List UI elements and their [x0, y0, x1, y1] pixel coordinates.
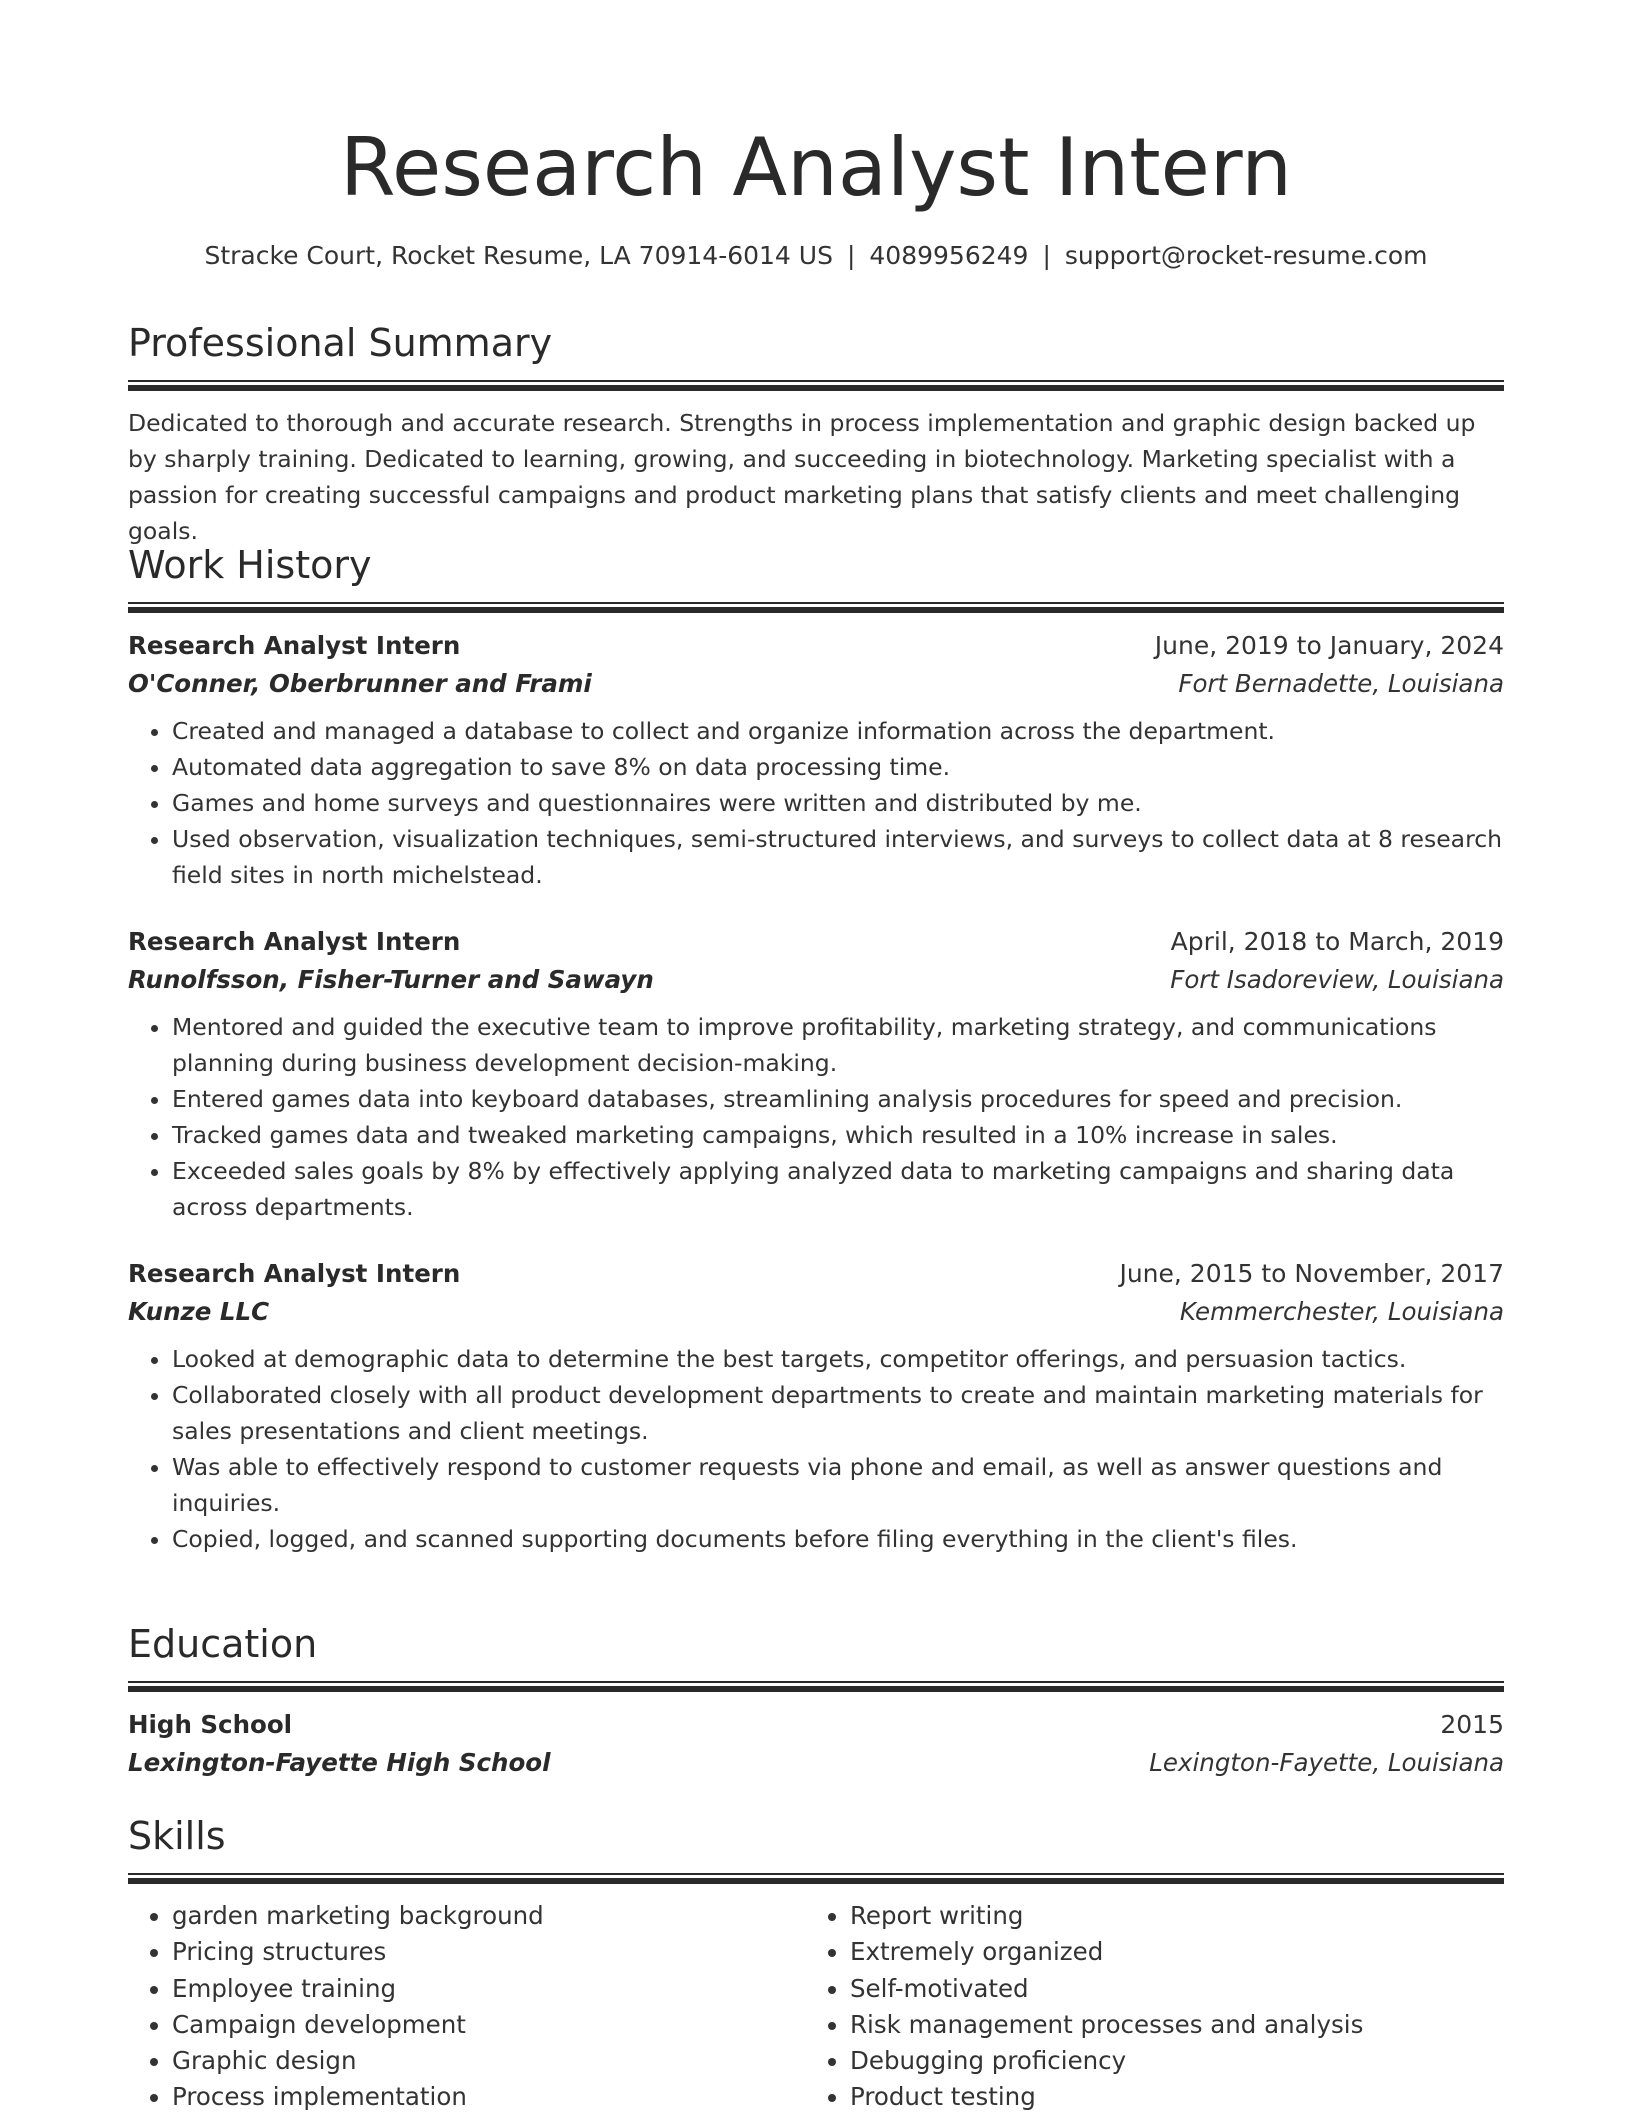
job-header-row [128, 1255, 1504, 1293]
list-item: • Used observation, visualization techniques, semi-structured interviews, and surveys to collect data at 8 research field sites in north michelstead. [172, 821, 1504, 893]
section-divider [128, 1681, 1504, 1692]
job-dates: June, 2019 to January, 2024 [1154, 631, 1504, 660]
skills-list-right [806, 1898, 1484, 2116]
job-company-row [128, 961, 1504, 999]
job-location: Kemmerchester, Louisiana [1179, 1297, 1504, 1326]
list-item: • Process implementation [172, 2079, 806, 2115]
job-entry [128, 923, 1504, 1225]
section-divider [128, 380, 1504, 391]
list-item: • Tracked games data and tweaked marketing campaigns, which resulted in a 10% increase in sales. [172, 1117, 1504, 1153]
list-item: • Pricing structures [172, 1934, 806, 1970]
skills-grid [128, 1898, 1504, 2116]
list-item: • Created and managed a database to collect and organize information across the department. [172, 713, 1504, 749]
education-location: Lexington-Fayette, Louisiana [1149, 1748, 1504, 1777]
list-item: • Collaborated closely with all product development departments to create and maintain marketing materials for sales presentations and client meetings. [172, 1377, 1504, 1449]
summary-text: Dedicated to thorough and accurate research. Strengths in process implementation and graphic design backed up by sharply training. Dedicated to learning, growing, and succeeding in biotechnology. Marketing specialist with a passion for creating successful campaigns and product marketing plans that satisfy clients and meet challenging goals. [128, 409, 1476, 545]
job-title: Research Analyst Intern [128, 927, 461, 956]
list-item: • Campaign development [172, 2007, 806, 2043]
summary-section [128, 318, 1504, 549]
contact-separator: | [846, 241, 856, 270]
job-dates: April, 2018 to March, 2019 [1170, 927, 1504, 956]
list-item: • Employee training [172, 1971, 806, 2007]
job-location: Fort Bernadette, Louisiana [1178, 669, 1504, 698]
list-item: • Report writing [850, 1898, 1484, 1934]
list-item: • Looked at demographic data to determine the best targets, competitor offerings, and persuasion tactics. [172, 1341, 1504, 1377]
education-section [128, 1619, 1504, 1782]
contact-address: Stracke Court, Rocket Resume, LA 70914-6014 US [204, 241, 833, 270]
list-item: • Entered games data into keyboard databases, streamlining analysis procedures for speed and precision. [172, 1081, 1504, 1117]
section-divider [128, 602, 1504, 613]
list-item: • Product testing [850, 2079, 1484, 2115]
job-entry [128, 627, 1504, 893]
education-degree: High School [128, 1710, 293, 1739]
list-item: • Exceeded sales goals by 8% by effectively applying analyzed data to marketing campaigns and sharing data across departments. [172, 1153, 1504, 1225]
education-school: Lexington-Fayette High School [128, 1748, 551, 1777]
job-bullet-list [128, 713, 1504, 893]
contact-email: support@rocket-resume.com [1064, 241, 1428, 270]
job-company: Kunze LLC [128, 1297, 270, 1326]
list-item: • Automated data aggregation to save 8% on data processing time. [172, 749, 1504, 785]
list-item: • Self-motivated [850, 1971, 1484, 2007]
job-bullet-list [128, 1341, 1504, 1557]
section-divider [128, 1873, 1504, 1884]
contact-separator: | [1042, 241, 1051, 270]
job-bullet-list [128, 1009, 1504, 1225]
list-item: • Debugging proficiency [850, 2043, 1484, 2079]
list-item: • Extremely organized [850, 1934, 1484, 1970]
job-company: Runolfsson, Fisher-Turner and Sawayn [128, 965, 654, 994]
job-title: Research Analyst Intern [128, 1259, 461, 1288]
job-header-row [128, 923, 1504, 961]
skills-section [128, 1811, 1504, 2116]
contact-line [128, 238, 1504, 274]
education-header-row [128, 1706, 1504, 1744]
job-company-row [128, 1293, 1504, 1331]
list-item: • garden marketing background [172, 1898, 806, 1934]
skills-list-left [128, 1898, 806, 2116]
section-title-education: Education [128, 1622, 318, 1666]
job-title: Research Analyst Intern [128, 631, 461, 660]
work-history-section [128, 540, 1504, 1557]
job-company-row [128, 665, 1504, 703]
job-dates: June, 2015 to November, 2017 [1119, 1259, 1504, 1288]
education-entry [128, 1706, 1504, 1782]
list-item: • Was able to effectively respond to customer requests via phone and email, as well as answer questions and inquiries. [172, 1449, 1504, 1521]
education-school-row [128, 1744, 1504, 1782]
list-item: • Graphic design [172, 2043, 806, 2079]
section-title-summary: Professional Summary [128, 321, 553, 365]
list-item: • Risk management processes and analysis [850, 2007, 1484, 2043]
job-entry [128, 1255, 1504, 1557]
resume-name: Research Analyst Intern [340, 121, 1292, 214]
job-location: Fort Isadoreview, Louisiana [1170, 965, 1504, 994]
list-item: • Mentored and guided the executive team to improve profitability, marketing strategy, and communications planning during business development decision-making. [172, 1009, 1504, 1081]
education-year: 2015 [1440, 1710, 1504, 1739]
job-header-row [128, 627, 1504, 665]
section-title-work-history: Work History [128, 543, 372, 587]
list-item: • Copied, logged, and scanned supporting documents before filing everything in the client's files. [172, 1521, 1504, 1557]
contact-phone: 4089956249 [869, 241, 1029, 270]
job-company: O'Conner, Oberbrunner and Frami [128, 669, 592, 698]
list-item: • Games and home surveys and questionnaires were written and distributed by me. [172, 785, 1504, 821]
section-title-skills: Skills [128, 1814, 226, 1858]
